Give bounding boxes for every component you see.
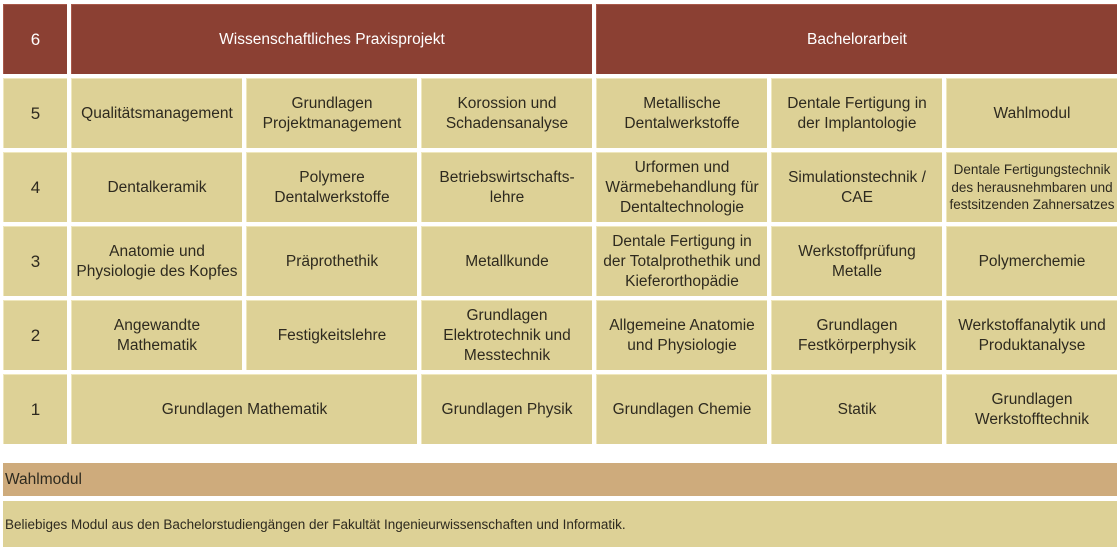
info-panel-description: Beliebiges Modul aus den Bachelorstudiengängen der Fakultät Ingenieurwissenschaften und Informatik. xyxy=(3,501,1117,547)
module-cell[interactable]: Dentale Fertigungstechnik des herausnehmbaren und festsitzenden Zahnersatzes xyxy=(946,152,1117,222)
curriculum-table xyxy=(3,4,1117,444)
module-cell[interactable]: Bachelorarbeit xyxy=(596,4,1117,74)
module-cell[interactable]: Statik xyxy=(771,374,942,444)
module-cell[interactable]: Grundlagen Chemie xyxy=(596,374,767,444)
module-cell[interactable]: Metallische Dentalwerkstoffe xyxy=(596,78,767,148)
module-cell[interactable]: Polymerchemie xyxy=(946,226,1117,296)
semester-number: 3 xyxy=(3,226,67,296)
module-cell[interactable]: Allgemeine Anatomie und Physiologie xyxy=(596,300,767,370)
module-cell[interactable]: Grundlagen Festkörperphysik xyxy=(771,300,942,370)
semester-number: 4 xyxy=(3,152,67,222)
module-cell[interactable]: Grundlagen Mathematik xyxy=(71,374,417,444)
module-cell[interactable]: Anatomie und Physiologie des Kopfes xyxy=(71,226,242,296)
module-cell[interactable]: Polymere Dentalwerkstoffe xyxy=(246,152,417,222)
module-cell[interactable]: Grundlagen Werkstofftechnik xyxy=(946,374,1117,444)
module-cell[interactable]: Präprothethik xyxy=(246,226,417,296)
module-cell[interactable]: Korossion und Schadensanalyse xyxy=(421,78,592,148)
module-cell[interactable]: Wissenschaftliches Praxisprojekt xyxy=(71,4,592,74)
module-cell[interactable]: Urformen und Wärmebehandlung für Dentaltechnologie xyxy=(596,152,767,222)
module-cell[interactable]: Dentale Fertigung in der Implantologie xyxy=(771,78,942,148)
module-cell[interactable]: Grundlagen Elektrotechnik und Messtechnik xyxy=(421,300,592,370)
module-cell[interactable]: Dentale Fertigung in der Totalprothethik und Kieferorthopädie xyxy=(596,226,767,296)
module-cell[interactable]: Festigkeitslehre xyxy=(246,300,417,370)
module-cell-wahlmodul[interactable]: Wahlmodul xyxy=(946,78,1117,148)
module-cell[interactable]: Betriebswirtschafts-lehre xyxy=(421,152,592,222)
module-cell[interactable]: Simulationstechnik / CAE xyxy=(771,152,942,222)
semester-number: 5 xyxy=(3,78,67,148)
module-cell[interactable]: Qualitätsmanagement xyxy=(71,78,242,148)
semester-number: 1 xyxy=(3,374,67,444)
semester-number: 6 xyxy=(3,4,67,74)
info-panel-title: Wahlmodul xyxy=(3,463,1117,496)
semester-number: 2 xyxy=(3,300,67,370)
module-cell[interactable]: Angewandte Mathematik xyxy=(71,300,242,370)
module-cell[interactable]: Grundlagen Physik xyxy=(421,374,592,444)
module-cell[interactable]: Dentalkeramik xyxy=(71,152,242,222)
module-cell[interactable]: Metallkunde xyxy=(421,226,592,296)
module-cell[interactable]: Werkstoffanalytik und Produktanalyse xyxy=(946,300,1117,370)
module-cell[interactable]: Grundlagen Projektmanagement xyxy=(246,78,417,148)
module-cell[interactable]: Werkstoffprüfung Metalle xyxy=(771,226,942,296)
